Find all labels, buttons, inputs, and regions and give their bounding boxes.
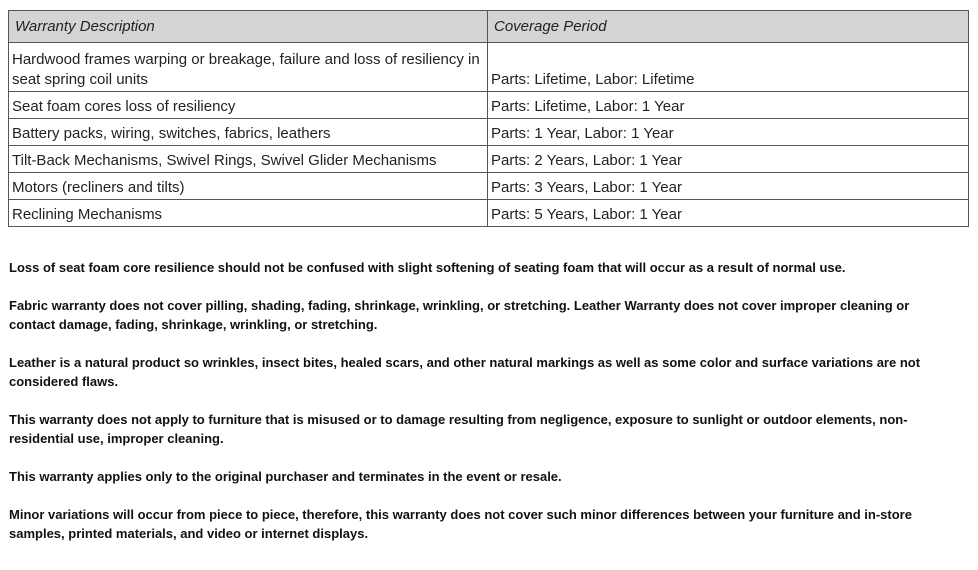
description-cell: Seat foam cores loss of resiliency [9,92,488,119]
note-paragraph: Minor variations will occur from piece to piece, therefore, this warranty does not cover such minor differences between your furniture and in-store samples, printed materials, and video or internet displays. [9,507,912,541]
coverage-cell: Parts: 3 Years, Labor: 1 Year [488,173,969,200]
description-cell: Battery packs, wiring, switches, fabrics, leathers [9,119,488,146]
coverage-cell: Parts: 5 Years, Labor: 1 Year [488,200,969,227]
note-paragraph: This warranty applies only to the original purchaser and terminates in the event or resale. [9,469,562,484]
description-cell: Hardwood frames warping or breakage, failure and loss of resiliency in seat spring coil units [9,43,488,92]
table-row [9,119,969,146]
table-row [9,92,969,119]
description-cell: Reclining Mechanisms [9,200,488,227]
table-header-row [9,11,969,43]
description-cell: Motors (recliners and tilts) [9,173,488,200]
note-paragraph: This warranty does not apply to furniture that is misused or to damage resulting from negligence, exposure to sunlight or outdoor elements, non-residential use, improper cleaning. [9,412,908,446]
warranty-table [8,10,969,227]
header-description: Warranty Description [9,11,488,43]
coverage-cell: Parts: 1 Year, Labor: 1 Year [488,119,969,146]
coverage-cell: Parts: Lifetime, Labor: 1 Year [488,92,969,119]
table-row [9,146,969,173]
header-coverage: Coverage Period [488,11,969,43]
coverage-cell: Parts: Lifetime, Labor: Lifetime [488,43,969,92]
table-row [9,43,969,92]
coverage-cell: Parts: 2 Years, Labor: 1 Year [488,146,969,173]
warranty-notes [9,258,959,562]
note-paragraph: Fabric warranty does not cover pilling, shading, fading, shrinkage, wrinkling, or stretching. Leather Warranty does not cover improper cleaning or contact damage, fading, shrinkage, wrinkling, or stretching. [9,298,910,332]
note-paragraph: Loss of seat foam core resilience should not be confused with slight softening of seating foam that will occur as a result of normal use. [9,260,846,275]
table-row [9,173,969,200]
note-paragraph: Leather is a natural product so wrinkles, insect bites, healed scars, and other natural markings as well as some color and surface variations are not considered flaws. [9,355,921,389]
table-row [9,200,969,227]
description-cell: Tilt-Back Mechanisms, Swivel Rings, Swivel Glider Mechanisms [9,146,488,173]
